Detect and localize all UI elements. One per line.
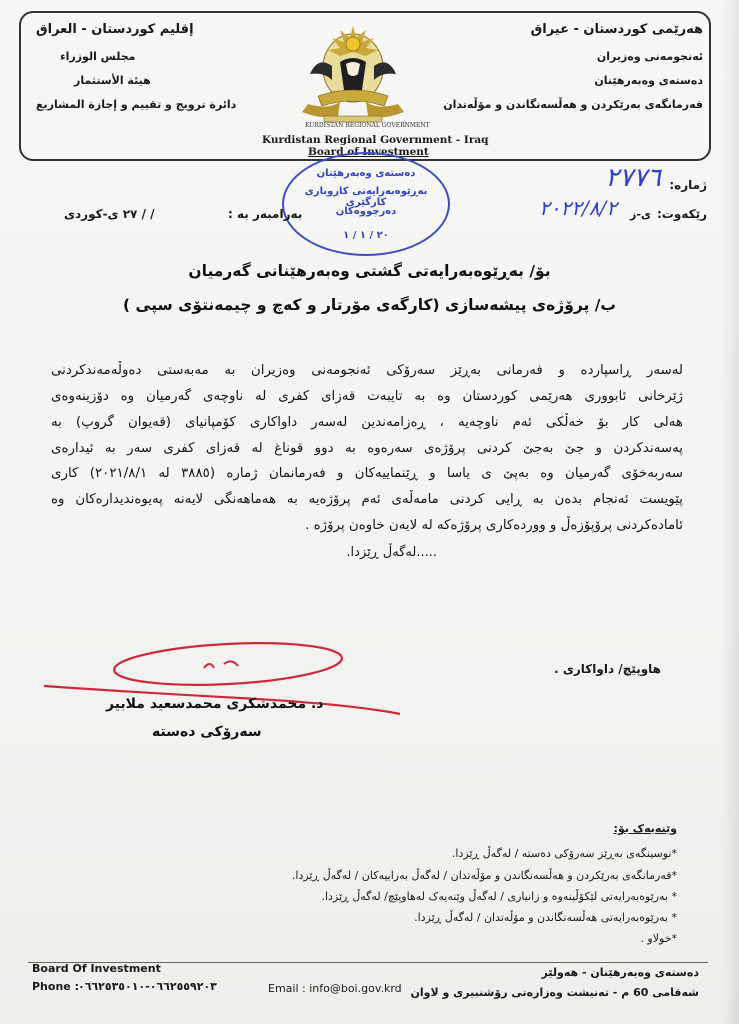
attachment-label: هاوپێچ/ داواکاری . [554,662,661,676]
header-right-line4: فەرمانگەی بەرێکردن و هەڵسەنگاندن و مۆڵەتدان [443,98,703,111]
header-left-line1: إقليم كوردستان - العراق [36,22,194,37]
header-right-line3: دەستەی وەبەرهێنان [594,74,703,87]
emblem-english-line2: Board of Investment [308,146,429,158]
emblem-english-line1: Kurdistan Regional Government - Iraq [262,134,489,146]
body-line-4: پەسەندکردن و جێ بەجێ کردنی پرۆژەی سەرەوە بە دوو قوناغ لە قەزای کفری سەر بە ئیدارەی [51,441,683,456]
signatory-name: د. محمدشكرى محمدسعيد ملابير [106,696,324,712]
header-right-line1: هەرێمی کوردستان - عیراق [530,22,703,37]
copies-heading: وێنەیەک بۆ: [613,822,677,835]
kurdistan-emblem-logo [288,18,418,136]
footer-phone-label: Phone : [32,980,79,993]
emblem-caption: KURDISTAN REGIONAL GOVERNMENT [305,122,430,129]
kurdish-date-value: / / ٢٧ ی-کوردی [64,207,155,221]
footer-email: Email : info@boi.gov.krd [268,982,402,995]
header-left-line4: دائرة ترويج و تقييم و إجازة المشاريع [36,98,237,111]
stamp-line2: بەڕێوەبەرایەتی کاروباری کارگێری [304,186,428,208]
footer-address: شەقامی 60 م - تەنیشت وەزارەتی رۆشنبیری و لاوان [410,986,699,999]
header-right-line2: ئەنجومەنی وەزیران [596,50,703,63]
header-left-line2: مجلس الوزراء [60,50,136,63]
subject-line: ب/ پرۆژەی پیشەسازی (کارگەی مۆرتار و کەچ و چیمەنتۆی سپی ) [123,296,616,314]
body-line-5: سەربەخۆی گەرمیان وە بەپێ ی یاسا و ڕێنماییەکان و فەرمانمان ژمارە (٣٨٨٥ لە ٢٠٢١/٨/١) کاری [51,466,683,481]
body-line-1: لەسەر ڕاسپاردە و فەرمانی بەڕێز سەرۆکی ئەنجومەنی وەزیران بە مەبەستی دەوڵەمەندکردنی [51,363,683,378]
footer-org-kurdish: دەستەی وەبەرهێنان - هەولێر [541,966,699,979]
body-line-6: پێویست ئەنجام بدەن بە ڕایی کردنی مامەڵەی ئەم پرۆژەیە بە هەماهەنگی لایەنە پەیوەندیدارەکان وە [51,492,683,507]
date-handwritten: ٢٠٢٢/٨/٢ [539,196,617,220]
stamp-line3: دەرچووەکان [335,206,397,217]
page-edge-shadow [721,0,739,1024]
copies-item-3: * بەرێوەبەرایەتی لێکۆڵینەوە و زانیاری / لەگەڵ وێنەیەک لەهاوپێچ/ لەگەڵ ڕێزدا. [321,890,677,903]
signatory-title: سەرۆکی دەستە [152,724,262,740]
copies-item-1: *نوسینگەی بەڕێز سەرۆکی دەستە / لەگەڵ ڕێزدا. [451,847,677,860]
stamp-line1: دەستەی وەبەرهێنان [316,168,416,179]
number-label: ژمارە: [669,178,707,192]
copies-item-4: * بەرێوەبەرایەتی هەڵسەنگاندن و مۆڵەتدان / لەگەڵ ڕێزدا. [414,911,677,924]
header-left-line3: هيئة الأستثمار [74,74,151,87]
stamp-date: ٢٠ / ١ / ١ [343,230,389,241]
body-line-3: هەلی کار بۆ خەڵکی ئەم ناوچەیە ، ڕەزامەندین لەسەر داواکاری کۆمپانیای (قەیوان گروپ) بە [51,415,683,430]
date-suffix: ی-ز [630,208,651,221]
outgoing-stamp [282,152,450,256]
copies-item-5: *خولاو . [640,932,677,945]
number-handwritten: ٢٧٧٦ [605,163,661,193]
body-line-7: ئامادەکردنی پرۆپۆزەڵ و ووردەکاری پرۆژەکە لە لایەن خاوەن پرۆژە . [305,518,683,533]
closing-regards: .....لەگەڵ ڕێزدا. [346,545,437,560]
copies-item-2: *فەرمانگەی بەرێکردن و هەڵسەنگاندن و مۆڵەتدان / لەگەڵ بەراییەکان / لەگەڵ ڕێزدا. [291,869,677,882]
recipient-line: بۆ/ بەڕێوەبەرایەتی گشتی وەبەرهێنانی گەرمیان [188,262,551,280]
date-label: رێکەوت: [657,207,707,221]
body-line-2: ژێرخانی ئابووری هەرێمی کوردستان وە بە تایبەت قەزای کفری لە ناوچەی گەرمیان وە دۆزینەوەی [51,389,683,404]
footer-phone-value: ٠٦٦٢٥٥٩٢٠٣-٠٦٦٢٥٣٥٠١٠ [78,980,217,993]
footer-org-english: Board Of Investment [32,962,161,975]
kurdish-date-label: بەرامبەر بە : [228,207,303,221]
